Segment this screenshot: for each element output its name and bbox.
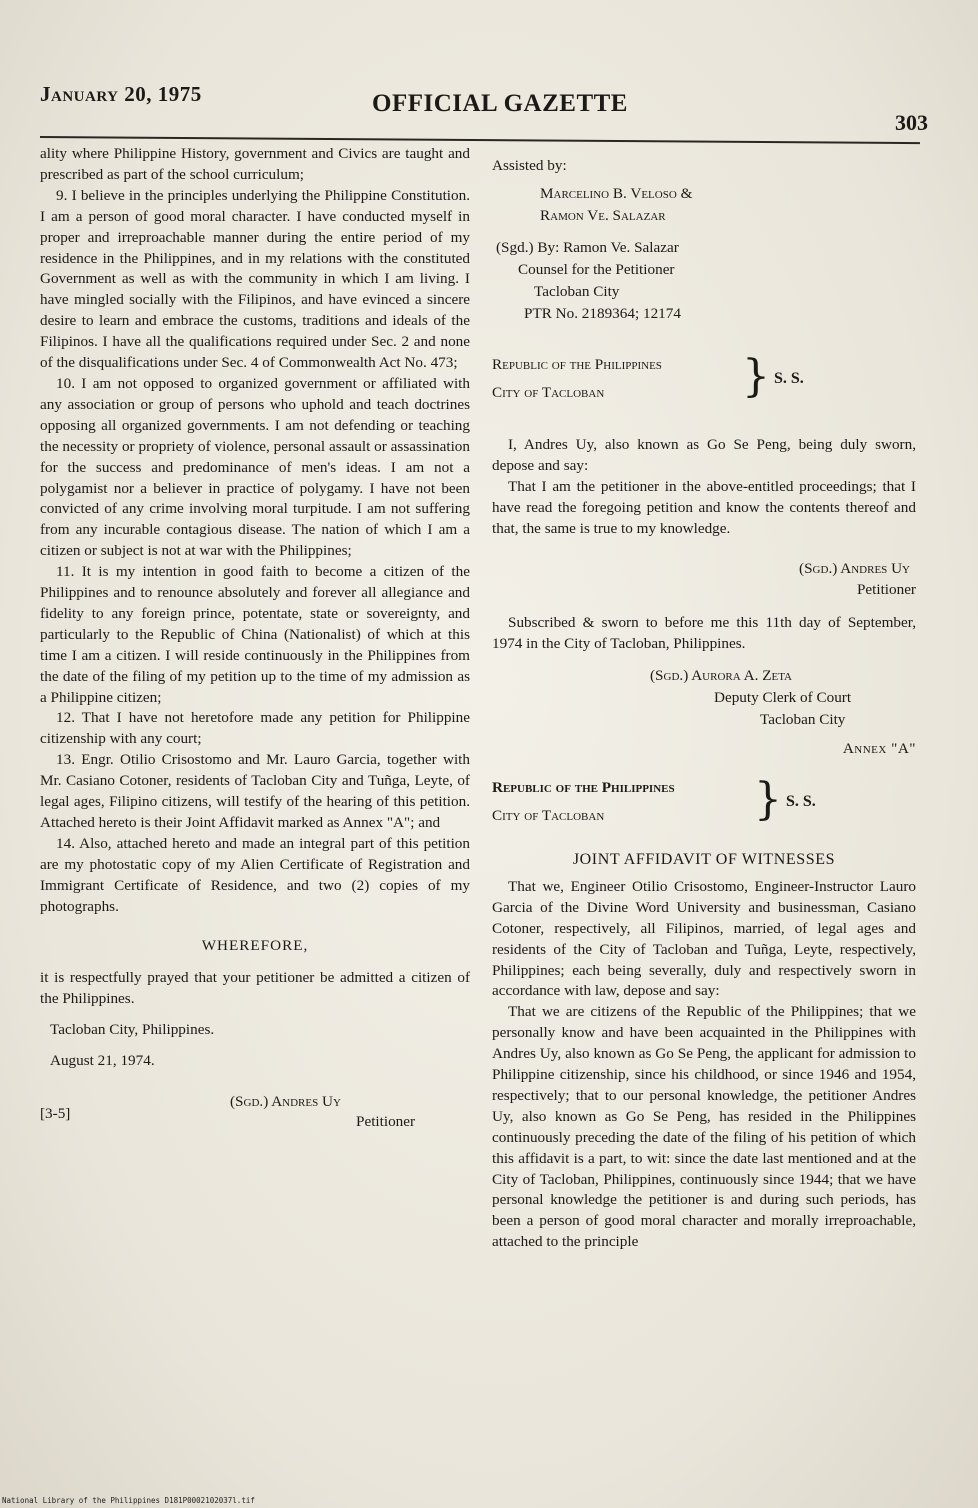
clerk-city: Tacloban City [760,711,846,729]
venue-city: City of Tacloban [492,806,605,824]
scan-footer: National Library of the Philippines D181P0002102037l.tif [2,1496,255,1505]
counsel-role: Counsel for the Petitioner [518,260,675,278]
left-column [40,144,470,1134]
paragraph-14: 14. Also, attached hereto and made an integral part of this petition are my photostatic copy of my Alien Certificate of Registration and Immigrant Certificate of Residence, and two (2) copies of my photographs. [40,834,470,915]
affidavit-paragraph-1: I, Andres Uy, also known as Go Se Peng, being duly sworn, depose and say: [492,435,916,474]
joint-affidavit-title: JOINT AFFIDAVIT OF WITNESSES [572,850,836,868]
paragraph-10: 10. I am not opposed to organized government or affiliated with any association or group of persons who uphold and teach doctrines opposing all organized governments. I am not defending or teaching the necessity or propriety of violence, personal assault or assassination for the success and predominance of men's ideas. I am not a polygamist nor a believer in practice of polygamy. I have not been convicted of any crime involving moral turpitude. I am not suffering from any incurable contagious disease. The nation of which I am a citizen or subject is not at war with the Philippines; [40,374,470,560]
header-date: January 20, 1975 [40,82,202,106]
petitioner-signature-block [40,1092,470,1134]
venue-block-2 [492,774,916,836]
paragraph-13: 13. Engr. Otilio Crisostomo and Mr. Lauro Garcia, together with Mr. Casiano Cotoner, residents of Tacloban City and Tuñga, Leyte, of legal ages, Filipino citizens, will testify of the hearing of this petition. Attached hereto is their Joint Affidavit marked as Annex "A"; and [40,751,470,831]
annex-label: Annex "A" [842,740,916,758]
page-reference: [3-5] [40,1105,71,1123]
affiant-title: Petitioner [856,581,916,599]
assisted-by: Assisted by: [492,157,567,174]
header-rule [40,136,920,144]
venue-republic: Republic of the Philippines [492,778,675,796]
venue-ss: S. S. [774,369,804,387]
joint-paragraph-1: That we, Engineer Otilio Crisostomo, Engineer-Instructor Lauro Garcia of the Divine Word University and businessman, Casiano Cotoner, respectively, all Filipinos, married, of legal ages and residents of the City of Tacloban and Tuñga, Leyte, respectively, Philippines; each being severally, duly and respectively sworn in accordance with law, depose and say: [492,877,916,1000]
paragraph-11: 11. It is my intention in good faith to become a citizen of the Philippines and to renounce absolutely and forever all allegiance and fidelity to any foreign prince, potentate, state or sovereignty, and particularly to the Republic of China (Nationalist) of which at this time I am a citizen. I will reside continuously in the Philippines from the date of the filing of my petition up to the time of my admission as a Philippine citizen; [40,563,470,706]
clerk-title: Deputy Clerk of Court [714,689,852,707]
law-firm-block [492,183,916,227]
venue-ss: S. S. [786,792,816,810]
counsel-block [492,237,916,325]
header-title: OFFICIAL GAZETTE [372,90,628,117]
counsel-ptr: PTR No. 2189364; 12174 [524,304,681,322]
paragraph-continued: ality where Philippine History, government and Civics are taught and prescribed as part of the school curriculum; [40,145,470,183]
venue-block-1 [492,351,916,413]
prayer-text: it is respectfully prayed that your petitioner be admitted a citizen of the Philippines. [40,969,470,1008]
clerk-signature-block [492,665,916,731]
paragraph-9: 9. I believe in the principles underlying the Philippine Constitution. I am a person of good moral character. I have conducted myself in proper and irreproachable manner during the entire period of my residence in the Philippines, and in my relations with the constituted Government as well as with the community in which I am living. I have mingled socially with the Filipinos, and have evinced a sincere desire to learn and embrace the customs, traditions and ideals of the Filipinos. I have all the qualifications required under Sec. 2 and none of the disqualifications under Sec. 4 of Commonwealth Act No. 473; [40,186,470,372]
petitioner-title: Petitioner [356,1113,416,1131]
subscribed-sworn: Subscribed & sworn to before me this 11th day of September, 1974 in the City of Tacloban, Philippines. [492,614,916,653]
venue-city: City of Tacloban [492,383,605,401]
affidavit-paragraph-2: That I am the petitioner in the above-entitled proceedings; that I have read the foregoing petition and know the contents thereof and that, the same is true to my knowledge. [492,477,916,537]
page-number: 303 [895,110,928,135]
petition-place: Tacloban City, Philippines. [50,1021,215,1039]
counsel-signature: (Sgd.) By: Ramon Ve. Salazar [496,238,679,256]
counsel-city: Tacloban City [534,282,620,300]
clerk-signature: (Sgd.) Aurora A. Zeta [650,667,792,685]
venue-republic: Republic of the Philippines [492,355,662,373]
right-column [492,150,916,1253]
brace-icon: } [742,350,770,402]
wherefore-heading: WHEREFORE, [201,936,309,954]
petition-date: August 21, 1974. [50,1052,155,1070]
brace-icon: } [754,773,782,825]
joint-paragraph-2: That we are citizens of the Republic of the Philippines; that we personally know and have been acquainted in the Philippines with Andres Uy, also known as Go Se Peng, the applicant for admission to Philippine citizenship, since his childhood, or since 1946 and 1954, respectively; that to our personal knowledge, the petitioner Andres Uy, also known as Go Se Peng, has resided in the Philippines continuously preceding the date of the filing of his petition of which this affidavit is a part, to wit: since the date last mentioned and at the City of Tacloban, Philippines, continuously since 1944; that we have personal knowledge the petitioner is and during such periods, has been a person of good moral character and morally irreproachable, attached to the principle [492,1003,916,1251]
affiant-signature: (Sgd.) Andres Uy [799,560,910,578]
paragraph-12: 12. That I have not heretofore made any petition for Philippine citizenship with any court; [40,709,470,748]
firm-line-1: Marcelino B. Veloso & [540,184,693,202]
petitioner-signature: (Sgd.) Andres Uy [230,1093,341,1111]
firm-line-2: Ramon Ve. Salazar [540,206,666,224]
